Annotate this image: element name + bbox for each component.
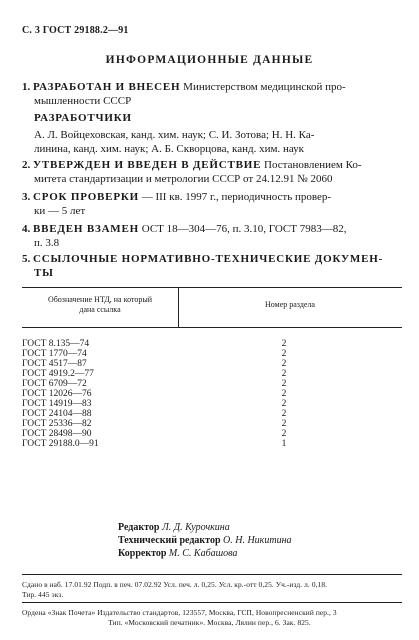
table-cell-section: 2: [281, 379, 287, 389]
section-2-line-1: [22, 158, 362, 172]
table-cell-section: 2: [281, 399, 287, 409]
table-header-section: Номер раздела: [265, 300, 315, 309]
table-row: [22, 389, 402, 399]
table-cell-section: 2: [281, 359, 287, 369]
table-row: [22, 439, 402, 449]
page-header: С. 3 ГОСТ 29188.2—91: [22, 25, 129, 36]
table-row: [22, 339, 402, 349]
credit-tech-editor: [118, 534, 292, 547]
section-1-number: 1.: [22, 81, 31, 93]
table-row: [22, 369, 402, 379]
table-cell-document: ГОСТ 8.135—74: [22, 339, 90, 349]
table-row: [22, 419, 402, 429]
credit-corrector: [118, 547, 237, 560]
section-3-line-2: ки — 5 лет: [34, 205, 86, 217]
imprint-line-3: Ордена «Знак Почета» Издательство стандартов, 123557, Москва, ГСП, Новопресненский пер., 3: [22, 608, 337, 617]
credit-editor-label: Редактор: [118, 522, 160, 533]
section-4-line-1: [22, 222, 346, 236]
table-cell-section: 2: [281, 349, 287, 359]
imprint-line-1: Сдано в наб. 17.01.92 Подп. в печ. 07.02.92 Усл. печ. л. 0,25. Усл. кр.-отт 0,25. Уч.-изд. л. 0,18.: [22, 580, 328, 589]
section-3-line-1: [22, 190, 331, 204]
section-3-heading: СРОК ПРОВЕРКИ: [33, 191, 139, 203]
table-cell-document: ГОСТ 29188.0—91: [22, 439, 99, 449]
credit-corrector-label: Корректор: [118, 548, 167, 559]
section-1-line-1: [22, 80, 346, 94]
table-cell-document: ГОСТ 12026—76: [22, 389, 92, 399]
table-row: [22, 349, 402, 359]
section-3-number: 3.: [22, 191, 31, 203]
section-2-text: Постановлением Ко-: [264, 159, 362, 171]
table-cell-section: 2: [281, 419, 287, 429]
table-cell-document: ГОСТ 4517—87: [22, 359, 87, 369]
table-header-document-line-2: дана ссылка: [79, 305, 121, 314]
table-cell-document: ГОСТ 1770—74: [22, 349, 87, 359]
section-3-text: — III кв. 1997 г., периодичность провер-: [141, 191, 332, 203]
section-4-line-2: п. 3.8: [34, 237, 60, 249]
table-row: [22, 399, 402, 409]
section-2-number: 2.: [22, 159, 31, 171]
table-cell-section: 1: [281, 439, 287, 449]
credit-tech-editor-name: О. Н. Никитина: [223, 535, 292, 546]
section-5-number: 5.: [22, 253, 31, 265]
table-cell-section: 2: [281, 409, 287, 419]
section-1-heading: РАЗРАБОТАН И ВНЕСЕН: [33, 81, 181, 93]
credit-editor: [118, 521, 230, 534]
developers-line-1: А. Л. Войцеховская, канд. хим. наук; С. И. Зотова; Н. Н. Ка-: [34, 129, 315, 141]
imprint-bottom-rule: [22, 602, 402, 603]
table-cell-section: 2: [281, 339, 287, 349]
section-1-text: Министерством медицинской про-: [183, 81, 346, 93]
table-cell-document: ГОСТ 25336—82: [22, 419, 92, 429]
section-4-text: ОСТ 18—304—76, п. 3.10, ГОСТ 7983—82,: [141, 223, 347, 235]
imprint-line-4: Тип. «Московский печатник». Москва, Лялин пер., 6. Зак. 825.: [108, 618, 311, 627]
table-row: [22, 429, 402, 439]
developers-heading: РАЗРАБОТЧИКИ: [34, 112, 132, 124]
table-cell-section: 2: [281, 369, 287, 379]
page-title: ИНФОРМАЦИОННЫЕ ДАННЫЕ: [105, 54, 314, 66]
table-row: [22, 409, 402, 419]
table-cell-section: 2: [281, 389, 287, 399]
table-cell-section: 2: [281, 429, 287, 439]
credit-corrector-name: М. С. Кабашова: [168, 548, 238, 559]
section-5-heading: ССЫЛОЧНЫЕ НОРМАТИВНО-ТЕХНИЧЕСКИЕ ДОКУМЕН-: [33, 253, 384, 265]
table-cell-document: ГОСТ 6709—72: [22, 379, 87, 389]
table-row: [22, 379, 402, 389]
table-cell-document: ГОСТ 24104—88: [22, 409, 92, 419]
section-5-line-1: [22, 252, 383, 266]
section-4-heading: ВВЕДЕН ВЗАМЕН: [33, 223, 139, 235]
table-header-rule: [22, 327, 402, 328]
imprint-top-rule: [22, 574, 402, 575]
section-2-heading: УТВЕРЖДЕН И ВВЕДЕН В ДЕЙСТВИЕ: [33, 159, 262, 171]
table-cell-document: ГОСТ 14919—83: [22, 399, 92, 409]
section-1-line-2: мышленности СССР: [34, 95, 132, 107]
table-cell-document: ГОСТ 28498—90: [22, 429, 92, 439]
developers-line-2: линина, канд. хим. наук; А. Б. Скворцова, канд. хим. наук: [34, 143, 304, 155]
imprint-line-2: Тир. 445 экз.: [22, 590, 64, 599]
table-row: [22, 359, 402, 369]
section-4-number: 4.: [22, 223, 31, 235]
table-cell-document: ГОСТ 4919.2—77: [22, 369, 94, 379]
section-5-line-2: ТЫ: [34, 267, 54, 279]
table-header-document: [22, 295, 178, 315]
table-header-document-line-1: Обозначение НТД, на который: [47, 295, 153, 304]
section-2-line-2: митета стандартизации и метрологии СССР от 24.12.91 № 2060: [34, 173, 333, 185]
credit-editor-name: Л. Д. Курочкина: [161, 522, 230, 533]
table-top-rule: [22, 287, 402, 288]
credit-tech-editor-label: Технический редактор: [118, 535, 221, 546]
